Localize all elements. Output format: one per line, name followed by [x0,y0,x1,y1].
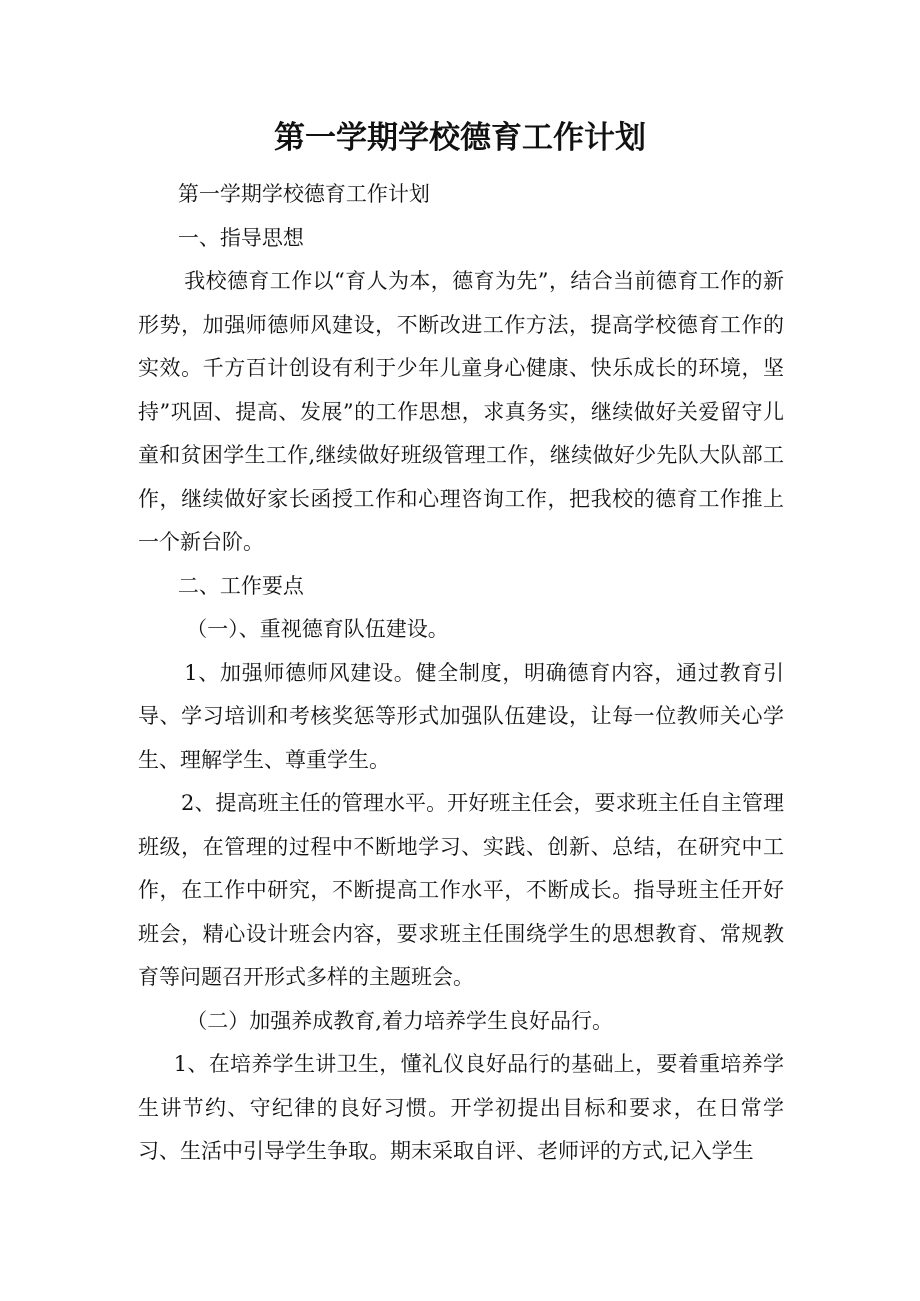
document-body [138,173,784,1174]
body-paragraph: 2、提高班主任的管理水平。开好班主任会，要求班主任自主管理班级，在管理的过程中不断地学习、实践、创新、总结，在研究中工作，在工作中研究，不断提高工作水平，不断成长。指导班主任开好班会，精心设计班会内容，要求班主任围绕学生的思想教育、常规教育等问题召开形式多样的主题班会。 [138,791,784,989]
section-heading-guiding-ideology: 一、指导思想 [177,225,304,250]
subsection-heading-habit-education: （二）加强养成教育,着力培养学生良好品行。 [186,1008,613,1033]
body-paragraph: 我校德育工作以“育人为本，德育为先”，结合当前德育工作的新形势，加强师德师风建设，不断改进工作方法，提高学校德育工作的实效。千方百计创设有利于少年儿童身心健康、快乐成长的环境，坚持”巩固、提高、发展”的工作思想，求真务实，继续做好关爱留守儿童和贫困学生工作,继续做好班级管理工作，继续做好少先队大队部工作，继续做好家长函授工作和心理咨询工作，把我校的德育工作推上一个新台阶。 [138,269,784,554]
subtitle-paragraph: 第一学期学校德育工作计划 [177,182,430,206]
subsection-heading-team-building: （一）、重视德育队伍建设。 [186,617,449,641]
body-paragraph: 1、加强师德师风建设。健全制度，明确德育内容，通过教育引导、学习培训和考核奖惩等形式加强队伍建设，让每一位教师关心学生、理解学生、尊重学生。 [138,660,784,772]
body-paragraph: 1、在培养学生讲卫生，懂礼仪良好品行的基础上，要着重培养学生讲节约、守纪律的良好习惯。开学初提出目标和要求，在日常学习、生活中引导学生争取。期末采取自评、老师评的方式,记入学生 [138,1052,784,1163]
document-title: 第一学期学校德育工作计划 [274,120,646,156]
section-heading-work-points: 二、工作要点 [177,573,304,598]
